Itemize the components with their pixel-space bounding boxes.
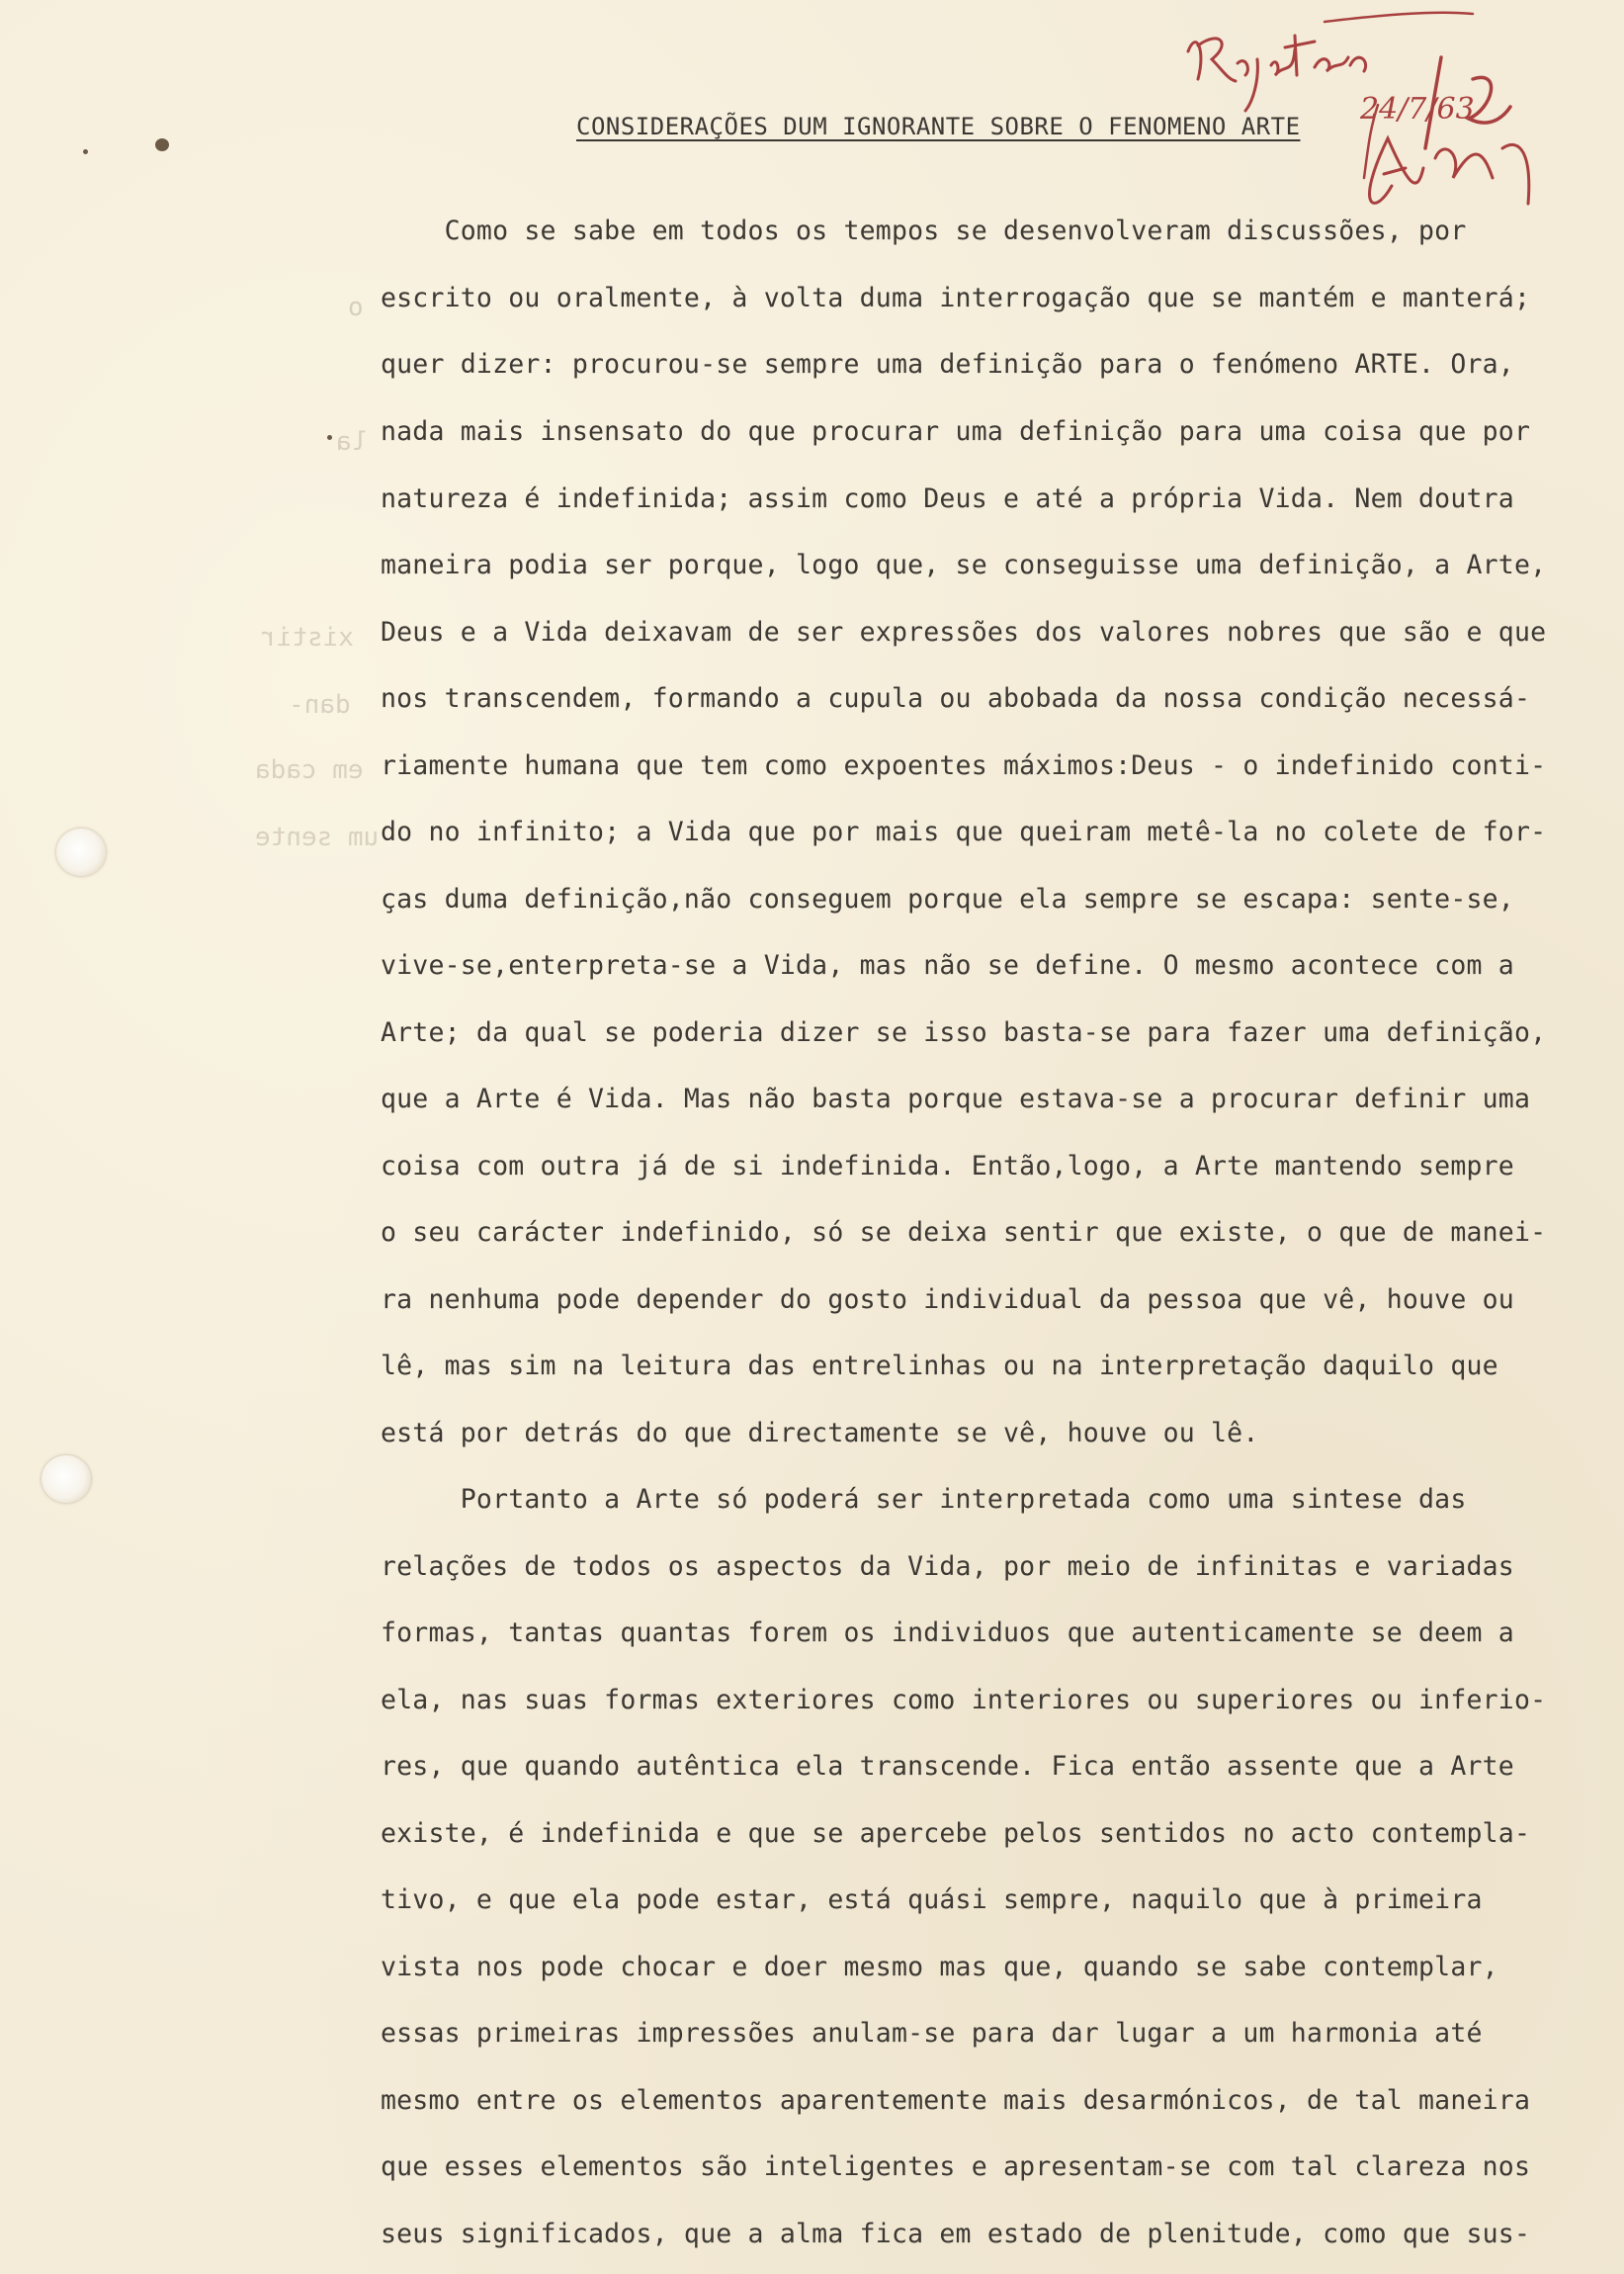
text-line: Portanto a Arte só poderá ser interpretada como uma sintese das xyxy=(381,1484,1467,1515)
text-line: existe, é indefinida e que se apercebe pelos sentidos no acto contempla- xyxy=(381,1818,1531,1849)
punch-hole-top xyxy=(56,829,106,876)
text-line: quer dizer: procurou-se sempre uma definição para o fenómeno ARTE. Ora, xyxy=(381,349,1514,380)
text-line: escrito ou oralmente, à volta duma interrogação que se mantém e manterá; xyxy=(381,283,1531,313)
text-line: que esses elementos são inteligentes e apresentam-se com tal clareza nos xyxy=(381,2151,1531,2182)
ghost-fragment: dan- xyxy=(289,690,351,720)
text-line: Como se sabe em todos os tempos se desenvolveram discussões, por xyxy=(381,216,1467,246)
text-line: vive-se,enterpreta-se a Vida, mas não se define. O mesmo acontece com a xyxy=(381,950,1514,981)
text-line: mesmo entre os elementos aparentemente mais desarmónicos, de tal maneira xyxy=(381,2085,1531,2116)
text-line: o seu carácter indefinido, só se deixa sentir que existe, o que de manei- xyxy=(381,1217,1547,1248)
text-line: formas, tantas quantas forem os individuos que autenticamente se deem a xyxy=(381,1618,1514,1648)
text-line: nos transcendem, formando a cupula ou abobada da nossa condição necessá- xyxy=(381,683,1531,714)
text-line: riamente humana que tem como expoentes máximos:Deus - o indefinido conti- xyxy=(381,750,1547,781)
text-line: Arte; da qual se poderia dizer se isso basta-se para fazer uma definição, xyxy=(381,1017,1547,1048)
handwritten-date: 24/7/63 xyxy=(1360,92,1475,127)
ghost-fragment: la xyxy=(336,427,368,457)
text-line: do no infinito; a Vida que por mais que queiram metê-la no colete de for- xyxy=(381,817,1547,847)
text-line: tivo, e que ela pode estar, está quási sempre, naquilo que à primeira xyxy=(381,1884,1483,1915)
text-line: essas primeiras impressões anulam-se para dar lugar a um harmonia até xyxy=(381,2018,1483,2049)
ghost-fragment: em cada xyxy=(255,755,364,785)
text-line: relações de todos os aspectos da Vida, por meio de infinitas e variadas xyxy=(381,1551,1514,1582)
document-title: CONSIDERAÇÕES DUM IGNORANTE SOBRE O FENOMENO ARTE xyxy=(576,113,1301,140)
punch-hole-bottom xyxy=(42,1455,91,1503)
text-line: seus significados, que a alma fica em estado de plenitude, como que sus- xyxy=(381,2219,1531,2249)
text-line: res, que quando autêntica ela transcende. Fica então assente que a Arte xyxy=(381,1751,1514,1782)
text-line: está por detrás do que directamente se vê, houve ou lê. xyxy=(381,1418,1259,1448)
ghost-fragment: xistir xyxy=(261,623,354,653)
text-line: ela, nas suas formas exteriores como interiores ou superiores ou inferio- xyxy=(381,1685,1547,1715)
text-line: coisa com outra já de si indefinida. Então,logo, a Arte mantendo sempre xyxy=(381,1151,1514,1181)
text-line: natureza é indefinida; assim como Deus e até a própria Vida. Nem doutra xyxy=(381,483,1514,514)
text-line: nada mais insensato do que procurar uma definição para uma coisa que por xyxy=(381,416,1531,447)
text-line: lê, mas sim na leitura das entrelinhas ou na interpretação daquilo que xyxy=(381,1351,1498,1381)
ink-speck xyxy=(83,149,88,154)
ink-speck xyxy=(155,138,169,151)
ghost-fragment: um sente xyxy=(255,823,380,852)
ink-speck xyxy=(327,435,332,440)
text-line: Deus e a Vida deixavam de ser expressões dos valores nobres que são e que xyxy=(381,617,1547,648)
text-line: ra nenhuma pode depender do gosto individual da pessoa que vê, houve ou xyxy=(381,1284,1514,1315)
text-line: que a Arte é Vida. Mas não basta porque estava-se a procurar definir uma xyxy=(381,1084,1531,1114)
text-line: vista nos pode chocar e doer mesmo mas que, quando se sabe contemplar, xyxy=(381,1952,1498,1982)
ghost-fragment: o xyxy=(348,293,364,322)
text-line: ças duma definição,não conseguem porque ela sempre se escapa: sente-se, xyxy=(381,884,1514,915)
text-line: maneira podia ser porque, logo que, se conseguisse uma definição, a Arte, xyxy=(381,550,1547,580)
